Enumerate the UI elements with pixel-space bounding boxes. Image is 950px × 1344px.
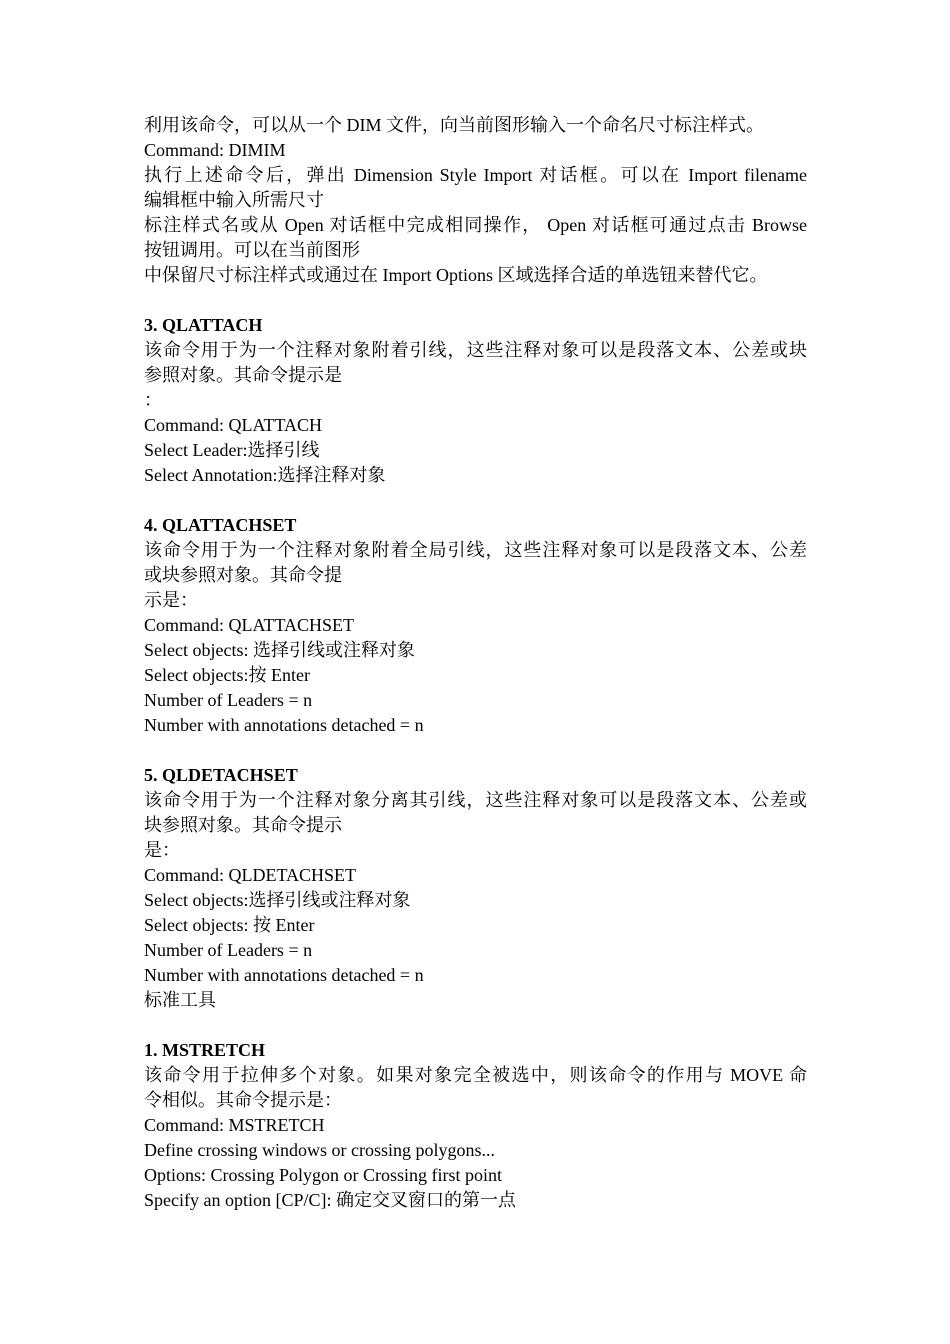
- prompt-line: Select Leader:选择引线: [144, 440, 320, 460]
- prompt-line: Number of Leaders = n: [144, 690, 313, 710]
- command-line: Command: QLATTACH: [144, 415, 323, 435]
- prompt-line: Number with annotations detached = n: [144, 965, 424, 985]
- section-heading-qldetachset: 5. QLDETACHSET: [144, 765, 298, 785]
- body-text-line: 中保留尺寸标注样式或通过在 Import Options 区域选择合适的单选钮来替代它。: [144, 265, 768, 285]
- prompt-line: Number of Leaders = n: [144, 940, 313, 960]
- subsection-title: 标准工具: [144, 990, 216, 1010]
- body-text-line: 参照对象。其命令提示是: [144, 365, 342, 385]
- body-text-line: 利用该命令，可以从一个 DIM 文件，向当前图形输入一个命名尺寸标注样式。: [144, 115, 764, 135]
- paragraph-gap: [144, 738, 807, 763]
- paragraph-gap: [144, 288, 807, 313]
- command-line: Command: QLDETACHSET: [144, 865, 357, 885]
- body-text-line: 该命令用于为一个注释对象附着全局引线，这些注释对象可以是段落文本、公差: [144, 540, 807, 560]
- command-line: Command: MSTRETCH: [144, 1115, 325, 1135]
- body-text-line: 标注样式名或从 Open 对话框中完成相同操作， Open 对话框可通过点击 Browse: [144, 215, 807, 235]
- prompt-line: Number with annotations detached = n: [144, 715, 424, 735]
- prompt-line: Select objects:按 Enter: [144, 665, 310, 685]
- body-text-line: 该命令用于拉伸多个对象。如果对象完全被选中，则该命令的作用与 MOVE 命: [144, 1065, 807, 1085]
- command-line: Command: QLATTACHSET: [144, 615, 355, 635]
- body-text-line: 执行上述命令后，弹出 Dimension Style Import 对话框。可以在 Import filename: [144, 165, 807, 185]
- body-text-line: 该命令用于为一个注释对象分离其引线，这些注释对象可以是段落文本、公差或: [144, 790, 807, 810]
- command-line: Command: DIMIM: [144, 140, 286, 160]
- prompt-line: Options: Crossing Polygon or Crossing first point: [144, 1165, 503, 1185]
- body-text-line: 令相似。其命令提示是：: [144, 1090, 342, 1110]
- section-heading-qlattach: 3. QLATTACH: [144, 315, 263, 335]
- prompt-line: Select objects: 按 Enter: [144, 915, 315, 935]
- document-page: [144, 113, 807, 1213]
- prompt-line: Select Annotation:选择注释对象: [144, 465, 386, 485]
- body-text-line: 示是：: [144, 590, 198, 610]
- body-text-line: 该命令用于为一个注释对象附着引线，这些注释对象可以是段落文本、公差或块: [144, 340, 807, 360]
- paragraph-gap: [144, 488, 807, 513]
- body-text-line: 块参照对象。其命令提示: [144, 815, 342, 835]
- body-text-line: ：: [144, 390, 162, 410]
- prompt-line: Select objects:选择引线或注释对象: [144, 890, 411, 910]
- prompt-line: Define crossing windows or crossing polygons...: [144, 1140, 495, 1160]
- body-text-line: 是：: [144, 840, 180, 860]
- section-heading-qlattachset: 4. QLATTACHSET: [144, 515, 297, 535]
- prompt-line: Select objects: 选择引线或注释对象: [144, 640, 415, 660]
- paragraph-gap: [144, 1013, 807, 1038]
- section-heading-mstretch: 1. MSTRETCH: [144, 1040, 266, 1060]
- body-text-line: 按钮调用。可以在当前图形: [144, 240, 360, 260]
- body-text-line: 或块参照对象。其命令提: [144, 565, 342, 585]
- prompt-line: Specify an option [CP/C]: 确定交叉窗口的第一点: [144, 1190, 516, 1210]
- body-text-line: 编辑框中输入所需尺寸: [144, 190, 324, 210]
